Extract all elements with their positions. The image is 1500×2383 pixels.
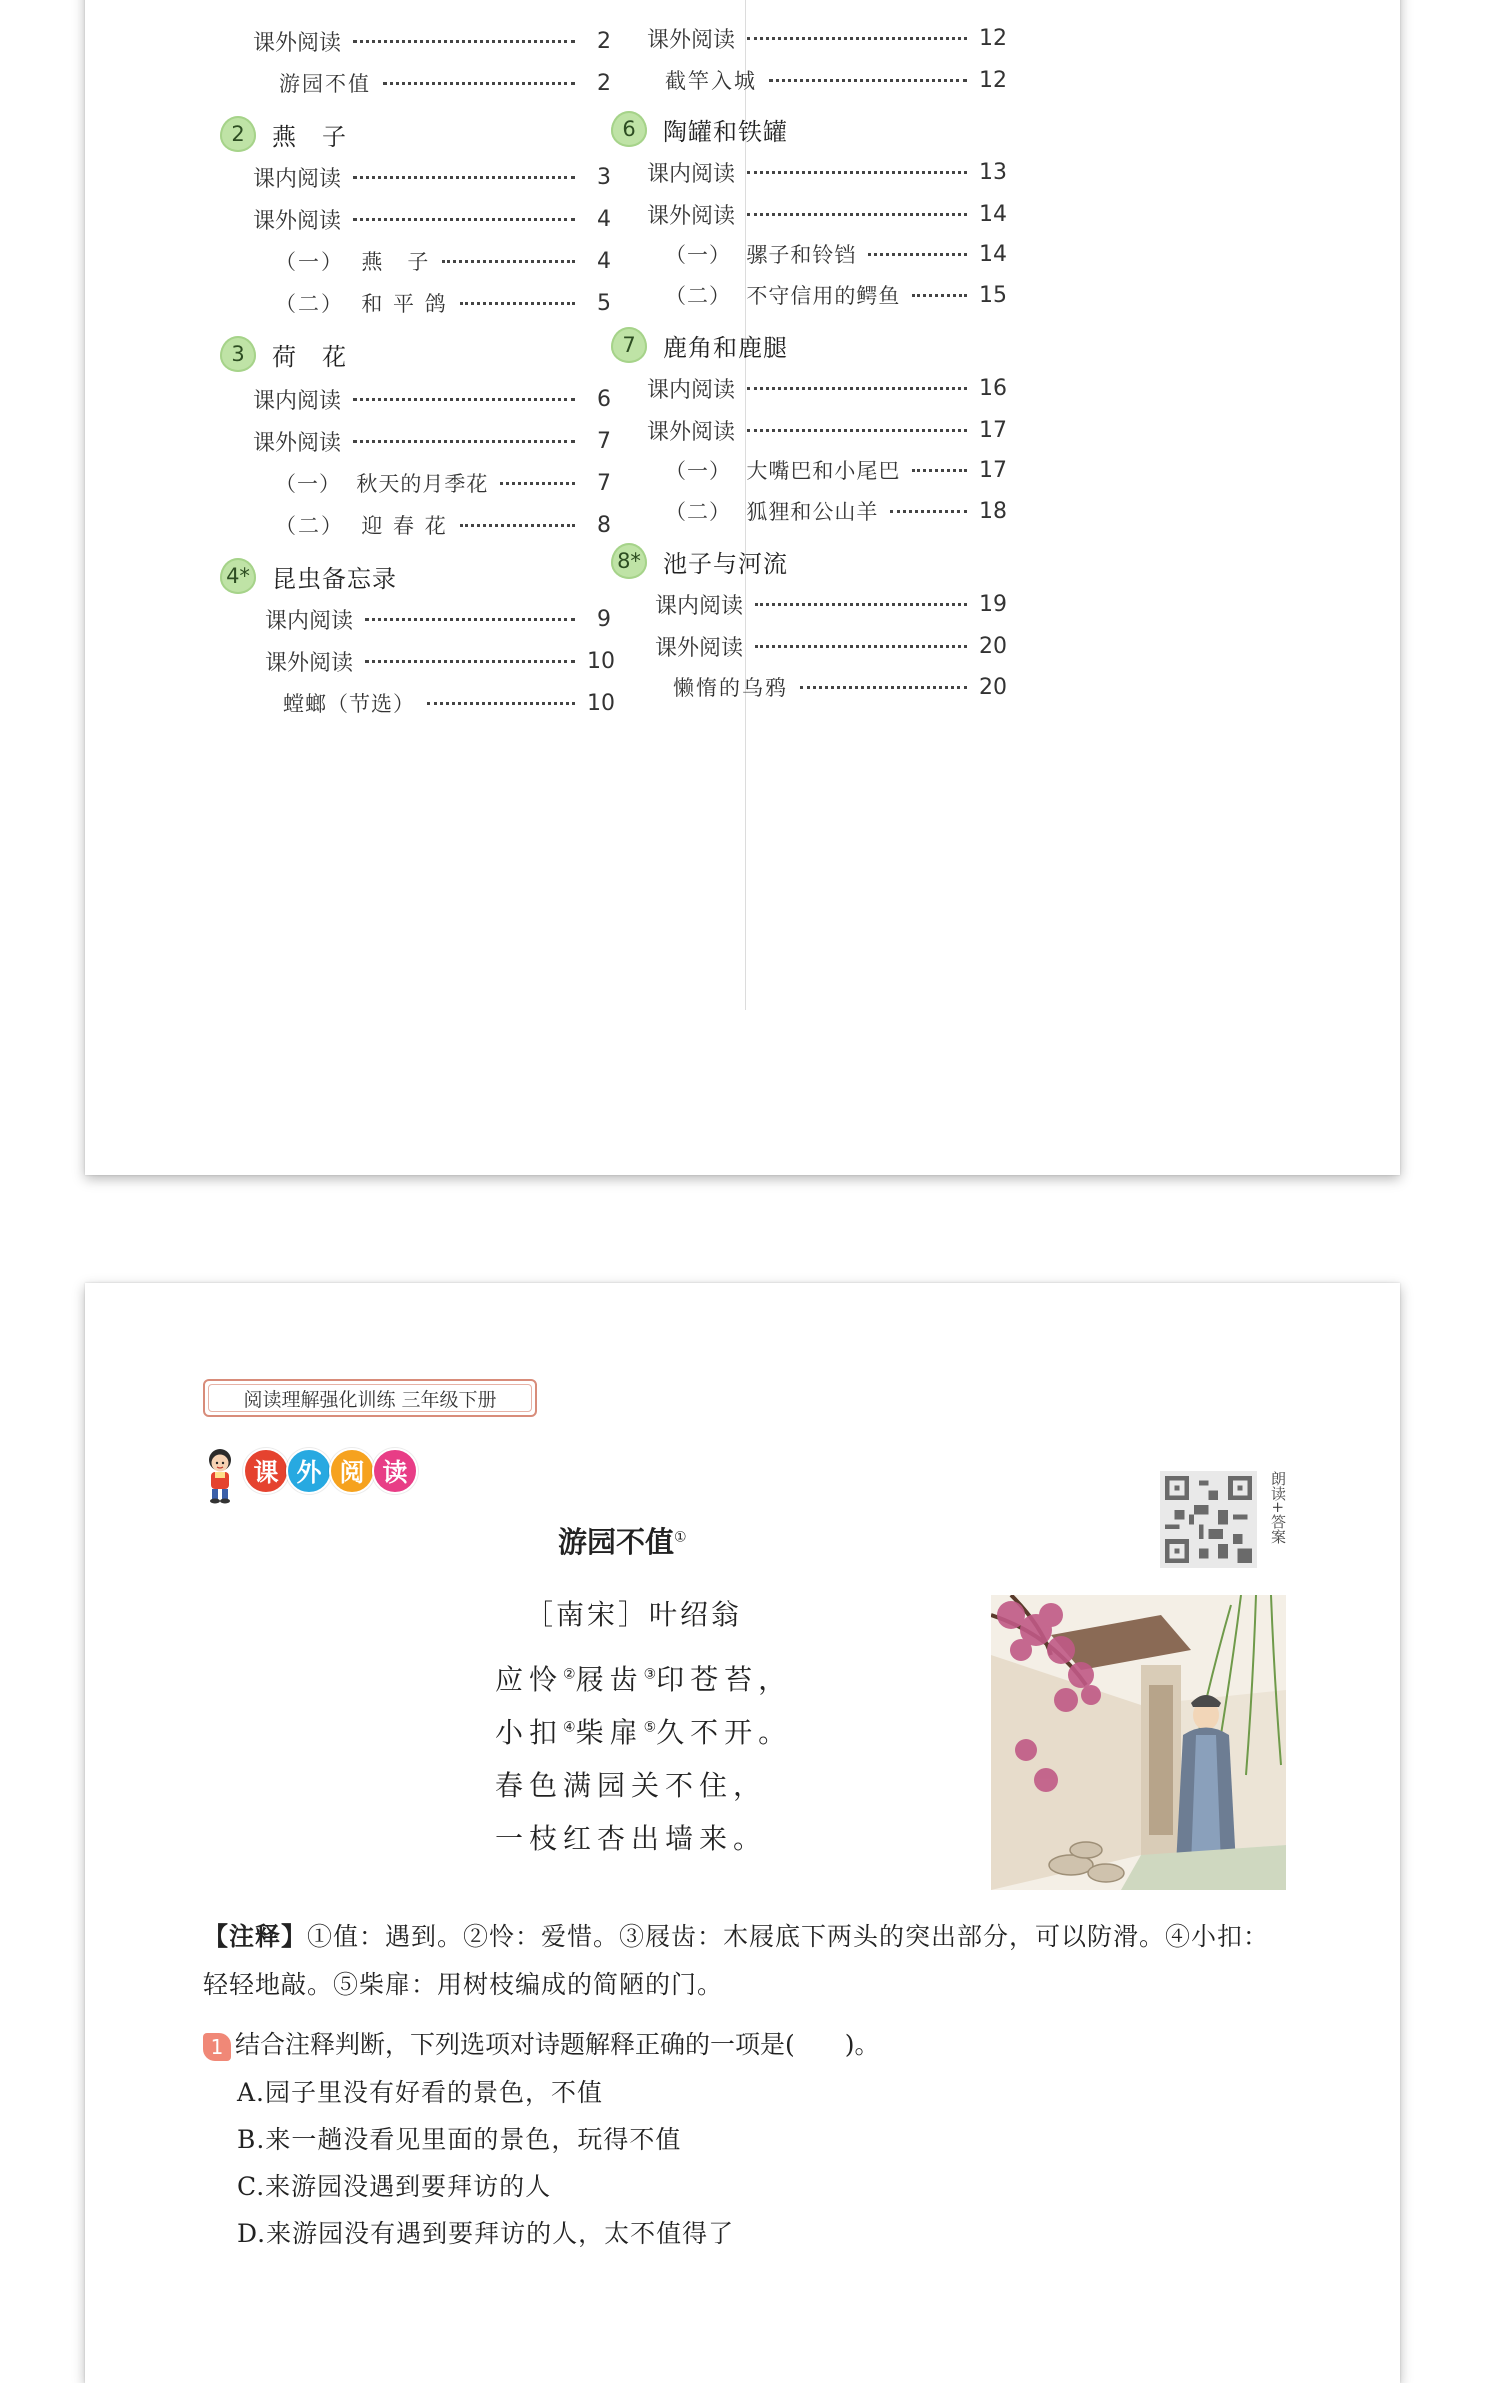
- unit-number-badge: 3: [220, 336, 256, 372]
- unit-number-badge: 7: [611, 327, 647, 363]
- toc-entry[interactable]: （一） 骡子和铃铛 14: [665, 241, 1007, 267]
- leader-dots: [442, 260, 575, 263]
- toc-entry[interactable]: （二） 和 平 鸽 5: [275, 290, 611, 316]
- leader-dots: [747, 213, 967, 216]
- toc-entry[interactable]: 课内阅读 9: [265, 607, 611, 634]
- toc-entry[interactable]: 课内阅读 6: [253, 387, 611, 414]
- toc-entry[interactable]: 课外阅读 10: [265, 649, 615, 676]
- leader-dots: [460, 302, 575, 305]
- toc-entry[interactable]: 课外阅读 7: [253, 429, 611, 456]
- annotations: [203, 1913, 1293, 2009]
- leader-dots: [747, 171, 967, 174]
- section-title-char: 读: [372, 1448, 418, 1494]
- leader-dots: [912, 469, 967, 472]
- toc-entry[interactable]: 课外阅读 12: [647, 26, 1007, 53]
- poem-line: 小扣④柴扉⑤久不开。: [495, 1716, 793, 1749]
- qr-code-label: 朗读+答案: [1269, 1471, 1287, 1544]
- leader-dots: [500, 482, 575, 485]
- toc-entry[interactable]: （一） 秋天的月季花 7: [275, 470, 611, 496]
- leader-dots: [890, 510, 967, 513]
- leader-dots: [353, 398, 575, 401]
- book-series-tag: 阅读理解强化训练 三年级下册: [203, 1379, 537, 1417]
- annotations-heading: 【注释】: [203, 1922, 308, 1951]
- qr-code-icon[interactable]: [1160, 1471, 1257, 1568]
- answer-option-c[interactable]: C.来游园没遇到要拜访的人: [237, 2172, 552, 2201]
- leader-dots: [868, 253, 967, 256]
- unit-heading[interactable]: 3 荷 花: [220, 336, 347, 372]
- poem-title: 游园不值①: [558, 1525, 687, 1559]
- toc-entry[interactable]: 截竿入城 12: [665, 67, 1007, 93]
- toc-entry[interactable]: 游园不值 2: [279, 70, 611, 96]
- leader-dots: [427, 702, 575, 705]
- leader-dots: [800, 686, 967, 689]
- answer-option-b[interactable]: B.来一趟没看见里面的景色，玩得不值: [237, 2125, 682, 2154]
- toc-entry[interactable]: 课外阅读 17: [647, 418, 1007, 445]
- toc-entry[interactable]: 课外阅读 20: [655, 634, 1007, 661]
- poem-line: 应怜②屐齿③印苍苔，: [495, 1663, 793, 1696]
- unit-heading[interactable]: 4* 昆虫备忘录: [220, 558, 397, 594]
- toc-entry[interactable]: （二） 狐狸和公山羊 18: [665, 498, 1007, 524]
- leader-dots: [769, 79, 967, 82]
- toc-entry[interactable]: 课外阅读 2: [253, 29, 611, 56]
- leader-dots: [755, 603, 967, 606]
- leader-dots: [747, 429, 967, 432]
- toc-entry[interactable]: 课内阅读 13: [647, 160, 1007, 187]
- poem-author: ［南宋］叶绍翁: [525, 1598, 743, 1631]
- toc-page: [85, 0, 1400, 1175]
- unit-heading[interactable]: 8* 池子与河流: [611, 543, 788, 579]
- section-title-extracurricular-reading: [243, 1448, 415, 1494]
- leader-dots: [353, 176, 575, 179]
- unit-number-badge: 6: [611, 111, 647, 147]
- poem-illustration: [991, 1595, 1286, 1890]
- question-number-badge: 1: [203, 2033, 231, 2061]
- toc-entry[interactable]: 课内阅读 3: [253, 165, 611, 192]
- child-mascot-icon: [203, 1446, 237, 1504]
- section-title-char: 阅: [329, 1448, 375, 1494]
- section-title-char: 外: [286, 1448, 332, 1494]
- toc-entry[interactable]: （二） 不守信用的鳄鱼 15: [665, 282, 1007, 308]
- poem-line: 春色满园关不住，: [495, 1769, 768, 1802]
- toc-entry[interactable]: （二） 迎 春 花 8: [275, 512, 611, 538]
- qr-code-block[interactable]: [1160, 1471, 1290, 1571]
- question-1: [203, 2025, 1293, 2061]
- unit-heading[interactable]: 7 鹿角和鹿腿: [611, 327, 788, 363]
- toc-entry[interactable]: （一） 大嘴巴和小尾巴 17: [665, 457, 1007, 483]
- unit-number-badge: 4*: [220, 558, 256, 594]
- leader-dots: [365, 660, 575, 663]
- section-title-char: 课: [243, 1448, 289, 1494]
- leader-dots: [353, 40, 575, 43]
- toc-entry[interactable]: 课内阅读 19: [655, 592, 1007, 619]
- leader-dots: [383, 82, 575, 85]
- leader-dots: [912, 294, 967, 297]
- answer-option-d[interactable]: D.来游园没有遇到要拜访的人，太不值得了: [237, 2219, 735, 2248]
- poem-line: 一枝红杏出墙来。: [495, 1822, 768, 1855]
- toc-entry[interactable]: 螳螂（节选） 10: [283, 690, 615, 716]
- leader-dots: [353, 440, 575, 443]
- annotations-body: ①值：遇到。②怜：爱惜。③屐齿：木屐底下两头的突出部分，可以防滑。④小扣：轻轻地敲。⑤柴扉：用树枝编成的简陋的门。: [203, 1922, 1270, 1999]
- answer-option-a[interactable]: A.园子里没有好看的景色，不值: [237, 2078, 604, 2107]
- leader-dots: [460, 524, 575, 527]
- leader-dots: [747, 387, 967, 390]
- unit-number-badge: 8*: [611, 543, 647, 579]
- question-stem: 结合注释判断，下列选项对诗题解释正确的一项是( )。: [235, 2030, 880, 2059]
- reading-page: [85, 1283, 1400, 2383]
- leader-dots: [747, 37, 967, 40]
- toc-entry[interactable]: 课外阅读 4: [253, 207, 611, 234]
- toc-entry[interactable]: （一） 燕 子 4: [275, 248, 611, 274]
- unit-heading[interactable]: 2 燕 子: [220, 116, 347, 152]
- leader-dots: [353, 218, 575, 221]
- leader-dots: [365, 618, 575, 621]
- toc-entry[interactable]: 课内阅读 16: [647, 376, 1007, 403]
- toc-entry[interactable]: 懒惰的乌鸦 20: [673, 674, 1007, 700]
- unit-number-badge: 2: [220, 116, 256, 152]
- footnote-mark: ①: [674, 1529, 687, 1546]
- toc-entry[interactable]: 课外阅读 14: [647, 202, 1007, 229]
- leader-dots: [755, 645, 967, 648]
- unit-heading[interactable]: 6 陶罐和铁罐: [611, 111, 788, 147]
